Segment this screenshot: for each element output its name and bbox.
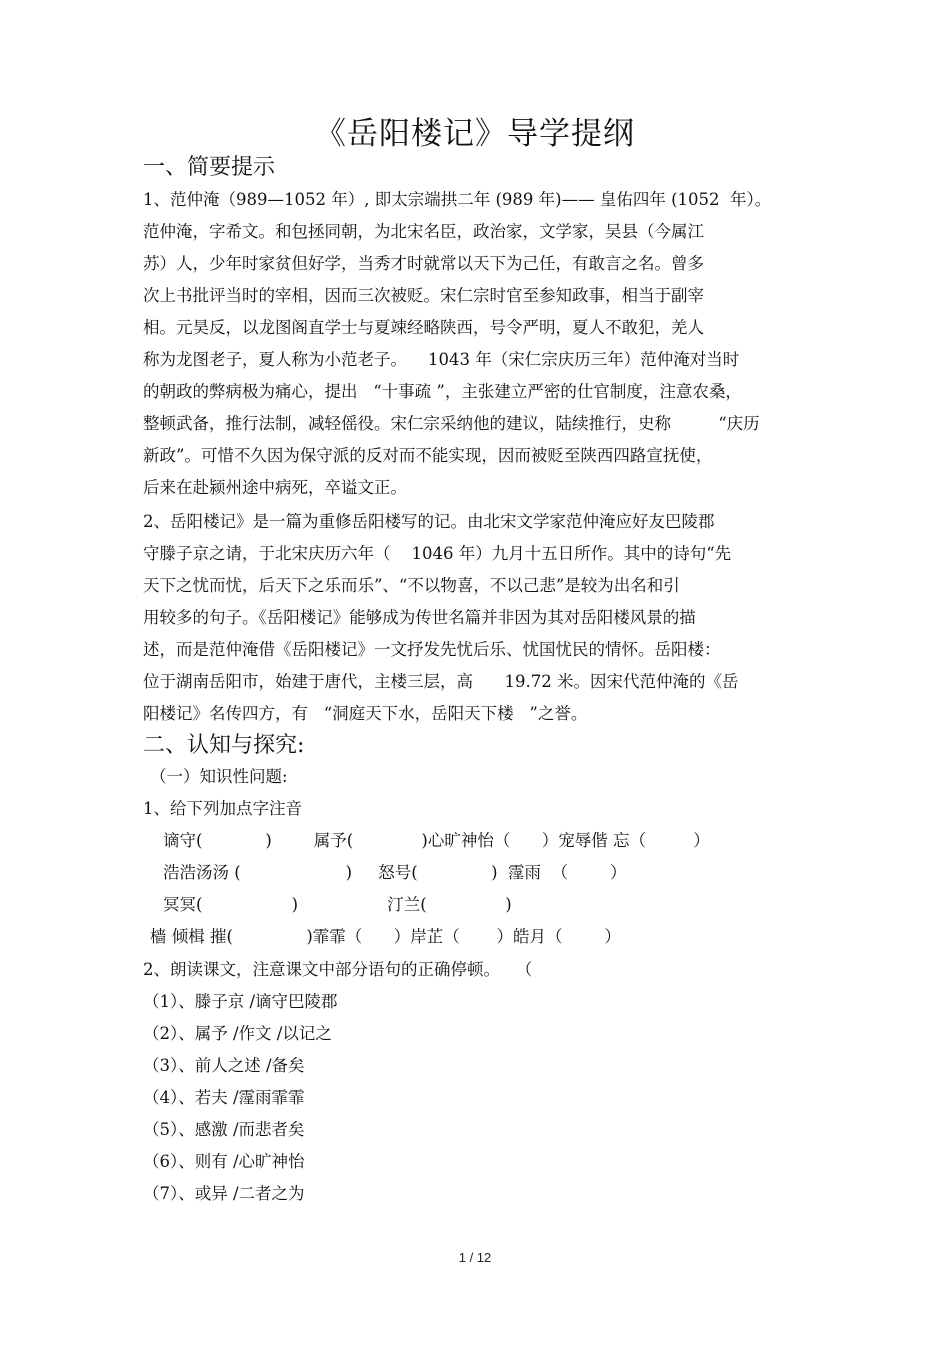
para2-line-6: 位于湖南岳阳市，始建于唐代，主楼三层，高 19.72 米。因宋代范仲淹的《岳 [143, 672, 739, 691]
section-heading-hints: 一、简要提示 [143, 155, 276, 180]
para2-line-1: 2、岳阳楼记》是一篇为重修岳阳楼写的记。由北宋文学家范仲淹应好友巴陵郡 [143, 512, 715, 531]
para1-line-3: 苏）人，少年时家贫但好学，当秀才时就常以天下为己任，有敢言之名。曾多 [143, 254, 704, 273]
para2-line-4: 用较多的句子。《岳阳楼记》能够成为传世名篇并非因为其对岳阳楼风景的描 [143, 608, 696, 627]
para1-line-1: 1、范仲淹（989—1052 年）, 即太宗端拱二年 (989 年)—— 皇佑四年 (1052 年）。 [143, 190, 772, 209]
pause-item-4: （4）、若夫 /霪雨霏霏 [143, 1088, 305, 1107]
pinyin-row-3: 冥冥( ) 汀兰( ) [163, 895, 512, 914]
pause-item-6: （6）、则有 /心旷神怡 [143, 1152, 305, 1171]
para2-line-5: 述，而是范仲淹借《岳阳楼记》一文抒发先忧后乐、忧国忧民的情怀。岳阳楼： [143, 640, 721, 659]
para1-line-7: 的朝政的弊病极为痛心，提出 “十事疏 ”，主张建立严密的仕官制度，注意农桑， [143, 382, 742, 401]
pause-item-7: （7）、或异 /二者之为 [143, 1184, 305, 1203]
pause-item-1: （1）、滕子京 /谪守巴陵郡 [143, 992, 338, 1011]
pause-item-3: （3）、前人之述 /备矣 [143, 1056, 305, 1075]
page-number: 1 / 12 [458, 1250, 492, 1265]
question-2: 2、朗读课文，注意课文中部分语句的正确停顿。 （ [143, 960, 533, 979]
pause-item-2: （2）、属予 /作文 /以记之 [143, 1024, 332, 1043]
pinyin-row-4: 樯 倾楫 摧( )霏霏（ ）岸芷（ ）皓月（ ） [150, 927, 621, 946]
para2-line-3: 天下之忧而忧，后天下之乐而乐”、“不以物喜，不以己悲”是较为出名和引 [143, 576, 680, 595]
para1-line-4: 次上书批评当时的宰相，因而三次被贬。宋仁宗时官至参知政事，相当于副宰 [143, 286, 704, 305]
subsection-knowledge: （一）知识性问题: [150, 767, 288, 786]
pause-item-5: （5）、感激 /而悲者矣 [143, 1120, 305, 1139]
document-title: 《岳阳楼记》导学提纲 [315, 116, 635, 152]
section-heading-inquiry: 二、认知与探究: [143, 733, 305, 758]
para1-line-2: 范仲淹，字希文。和包拯同朝，为北宋名臣，政治家，文学家，吴县（今属江 [143, 222, 704, 241]
para1-line-8: 整顿武备，推行法制，减轻傜役。宋仁宗采纳他的建议，陆续推行，史称 “庆历 [143, 414, 760, 433]
pinyin-row-2: 浩浩汤汤 ( ) 怒号( ) 霪雨 （ ） [163, 863, 627, 882]
para1-line-6: 称为龙图老子，夏人称为小范老子。 1043 年（宋仁宗庆历三年）范仲淹对当时 [143, 350, 740, 369]
question-1: 1、给下列加点字注音 [143, 799, 302, 818]
para1-line-5: 相。元昊反，以龙图阁直学士与夏竦经略陕西，号令严明，夏人不敢犯，羌人 [143, 318, 704, 337]
para2-line-2: 守滕子京之请，于北宋庆历六年（ 1046 年）九月十五日所作。其中的诗句“先 [143, 544, 732, 563]
para2-line-7: 阳楼记》名传四方，有 “洞庭天下水，岳阳天下楼 ”之誉。 [143, 704, 588, 723]
pinyin-row-1: 谪守( ) 属予( )心旷神怡（ ）宠辱偕 忘（ ） [163, 831, 710, 850]
para1-line-9: 新政”。可惜不久因为保守派的反对而不能实现，因而被贬至陕西四路宣抚使， [143, 446, 713, 465]
para1-line-10: 后来在赴颍州途中病死，卒谥文正。 [143, 478, 407, 497]
